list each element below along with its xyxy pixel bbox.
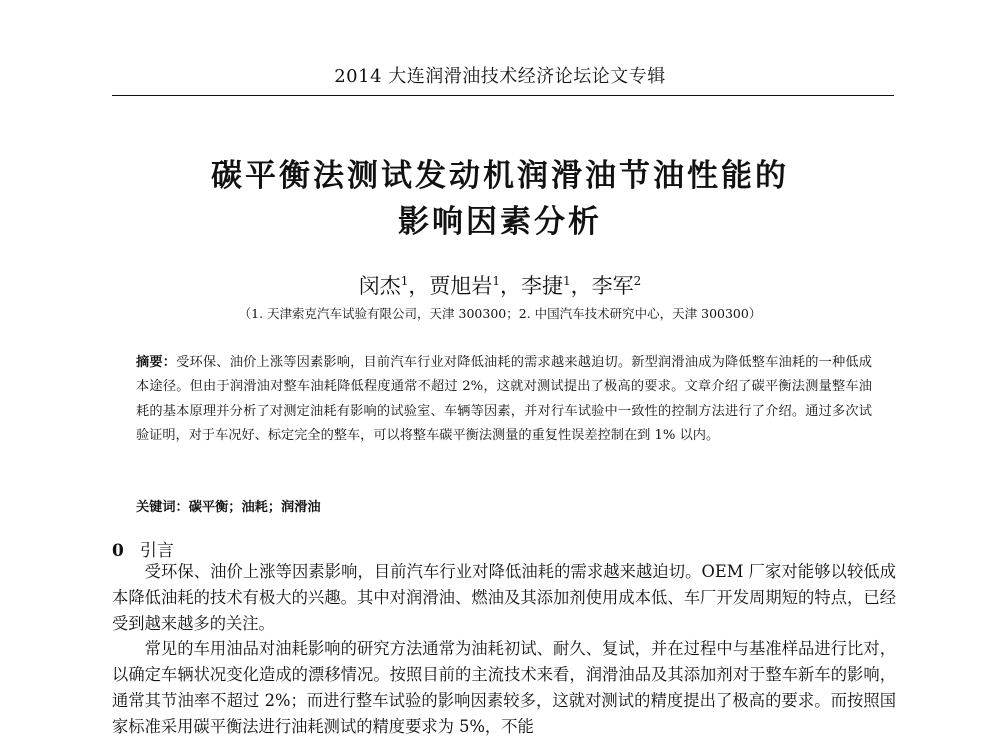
keywords-text: 碳平衡；油耗；润滑油 bbox=[188, 500, 321, 515]
section-title: 引言 bbox=[139, 541, 174, 561]
article-title-line-1: 碳平衡法测试发动机润滑油节油性能的 bbox=[211, 158, 789, 194]
author-separator: ， bbox=[408, 274, 430, 298]
author-name: 闵杰 bbox=[358, 274, 401, 298]
article-title-line-2: 影响因素分析 bbox=[398, 204, 602, 240]
author-affiliation-mark: 1 bbox=[563, 274, 571, 288]
section-heading bbox=[112, 536, 174, 561]
body-paragraph: 常见的车用油品对油耗影响的研究方法通常为油耗初试、耐久、复试，并在过程中与基准样品进行比对，以确定车辆状况变化造成的漂移情况。按照目前的主流技术来看，润滑油品及其添加剂对于整车新车的影响，通常其节油率不超过 2%；而进行整车试验的影响因素较多，这就对测试的精度提出了极高的要求。而按照国家标准采用碳平衡法进行油耗测试的精度要求为 5%，不能 bbox=[112, 639, 896, 736]
affiliation-line: （1. 天津索克汽车试验有限公司，天津 300300；2. 中国汽车技术研究中心，天津 300300） bbox=[238, 306, 762, 321]
author-list bbox=[0, 270, 1000, 300]
header-rule bbox=[112, 95, 894, 96]
abstract-label: 摘要： bbox=[136, 355, 177, 370]
author-name: 李军 bbox=[591, 274, 634, 298]
running-header: 2014 大连润滑油技术经济论坛论文专辑 bbox=[334, 66, 666, 87]
keywords-label: 关键词： bbox=[136, 500, 189, 515]
abstract-text: 受环保、油价上涨等因素影响，目前汽车行业对降低油耗的需求越来越迫切。新型润滑油成为降低整车油耗的一种低成本途径。但由于润滑油对整车油耗降低程度通常不超过 2%，这就对测试提出了极高的要求。文章介绍了碳平衡法测量整车油耗的基本原理并分析了对测定油耗有影响的试验室、车辆等因素，并对行车试验中一致性的控制方法进行了介绍。通过多次试验证明，对于车况好、标定完全的整车，可以将整车碳平衡法测量的重复性误差控制在到 1% 以内。 bbox=[136, 355, 872, 444]
body-text bbox=[112, 559, 896, 740]
abstract bbox=[136, 351, 872, 449]
author-separator: ， bbox=[500, 274, 521, 298]
author-affiliation-mark: 1 bbox=[492, 274, 500, 288]
body-paragraph: 受环保、油价上涨等因素影响，目前汽车行业对降低油耗的需求越来越迫切。OEM 厂家对能够以较低成本降低油耗的技术有极大的兴趣。其中对润滑油、燃油及其添加剂使用成本低、车厂开发周期短的特点，已经受到越来越多的关注。 bbox=[112, 562, 896, 633]
author-name: 李捷 bbox=[521, 274, 563, 298]
author-affiliation-mark: 1 bbox=[400, 274, 409, 288]
section-number: 0 bbox=[112, 541, 124, 561]
author-affiliation-mark: 2 bbox=[633, 274, 642, 288]
author-name: 贾旭岩 bbox=[429, 274, 493, 298]
author-separator: ， bbox=[570, 274, 592, 298]
keywords bbox=[136, 496, 321, 515]
